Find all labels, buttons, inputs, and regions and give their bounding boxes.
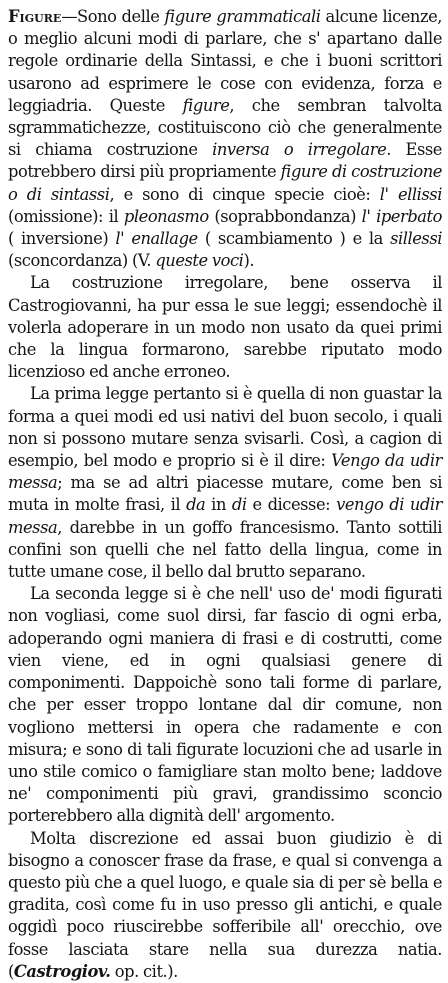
- text-run: op. cit.).: [110, 961, 178, 981]
- text-run: , che sembran talvolta sgrammatichezze, costituiscono ciò che generalmente si chiama costruzione: [8, 95, 442, 160]
- italic-term: figure grammaticali: [164, 7, 321, 26]
- italic-term: l' iperbato: [361, 206, 442, 226]
- italic-term: vengo di udir messa: [8, 495, 442, 537]
- text-run: ).: [243, 251, 255, 271]
- text-run: alcune licenze, o meglio alcuni modi di parlare, che s' apartano dalle regole ordinarie della Sintassi, e che i buoni scrittori usarono ad esprimere le cose con evidenza, forza e leggiadria. Queste: [8, 7, 443, 115]
- italic-term: l' enallage: [115, 229, 198, 249]
- text-run: (omissione): il: [8, 206, 124, 226]
- italic-term: l' ellissi: [379, 184, 442, 204]
- text-run: in: [205, 495, 232, 515]
- italic-term: figure: [182, 95, 230, 115]
- italic-term: queste voci: [155, 251, 244, 271]
- text-run: . Esse potrebbero dirsi più propriamente: [8, 140, 442, 182]
- italic-term: inversa o irregolare: [212, 140, 387, 160]
- italic-term: da: [186, 495, 206, 515]
- entry-headword: Figure: [8, 7, 62, 26]
- entry-paragraph-irregular-construction: [8, 272, 442, 383]
- text-run: , e sono di cinque specie cioè:: [109, 184, 380, 204]
- text-run: ( inversione): [8, 229, 116, 249]
- text-run: (sconcordanza) (V.: [8, 251, 156, 271]
- entry-paragraph-first-law: [8, 383, 442, 583]
- italic-term: di: [231, 495, 247, 515]
- text-run: e dicesse:: [246, 495, 337, 515]
- citation-source: Castrogiov.: [13, 961, 111, 981]
- text-run: ; ma se ad altri piacesse mutare, come ben si muta in molte frasi, il: [8, 473, 442, 515]
- text-run: —Sono delle: [61, 7, 165, 26]
- entry-paragraph-discretion: [8, 828, 442, 983]
- italic-term: sillessi: [390, 229, 442, 249]
- italic-term: pleonasmo: [123, 206, 209, 226]
- italic-term: Vengo da udir messa: [8, 451, 442, 493]
- italic-term: figure di costruzione o di sintassi: [8, 162, 442, 204]
- text-run: La prima legge pertanto si è quella di non guastar la forma a quei modi ed usi nativi del buon secolo, i quali non si possono mutare senza svisarli. Così, a cagion di esempio, bel modo e proprio si è il dire:: [8, 384, 442, 471]
- text-run: La seconda legge si è che nell' uso de' modi figurati non vogliasi, come suol dirsi, far fascio di ogni erba, adoperando ogni maniera di frasi e di costrutti, come vien viene, ed in ogni qualsiasi genere di componimenti. Dappoichè sono tali forme di parlare, che per esser troppo lontane dal dir comune, non vogliono mettersi in opera che radamente e con misura; e sono di tali figurate locuzioni che ad usarle in uno stile comico o famigliare stan molto bene; laddove ne' componimenti più gravi, grandissimo sconcio porterebbero alla dignità dell' argomento.: [8, 584, 442, 826]
- entry-paragraph-definition: [8, 6, 442, 272]
- text-run: (soprabbondanza): [208, 206, 362, 226]
- text-run: La costruzione irregolare, bene osserva il Castrogiovanni, ha pur essa le sue leggi; essendochè il volerla adoperare in un modo non usato da quei primi che la lingua formarono, sarebbe riputato modo licenzioso ed anche erroneo.: [8, 273, 442, 382]
- text-run: Molta discrezione ed assai buon giudizio è di bisogno a conoscer frase da frase, e qual si convenga a questo più che a quel luogo, e quale sia di per sè bella e gradita, così come fu in uso presso gli antichi, e quale oggidì poco riuscirebbe sofferibile all' orecchio, ove fosse lasciata stare nella sua durezza natia. (: [8, 828, 442, 981]
- text-run: ( scambiamento ) e la: [197, 229, 391, 249]
- text-run: , darebbe in un goffo francesismo. Tanto sottili confini son quelli che nel fatto della lingua, come in tutte umane cose, il bello dal brutto separano.: [8, 517, 442, 582]
- entry-paragraph-second-law: [8, 583, 442, 827]
